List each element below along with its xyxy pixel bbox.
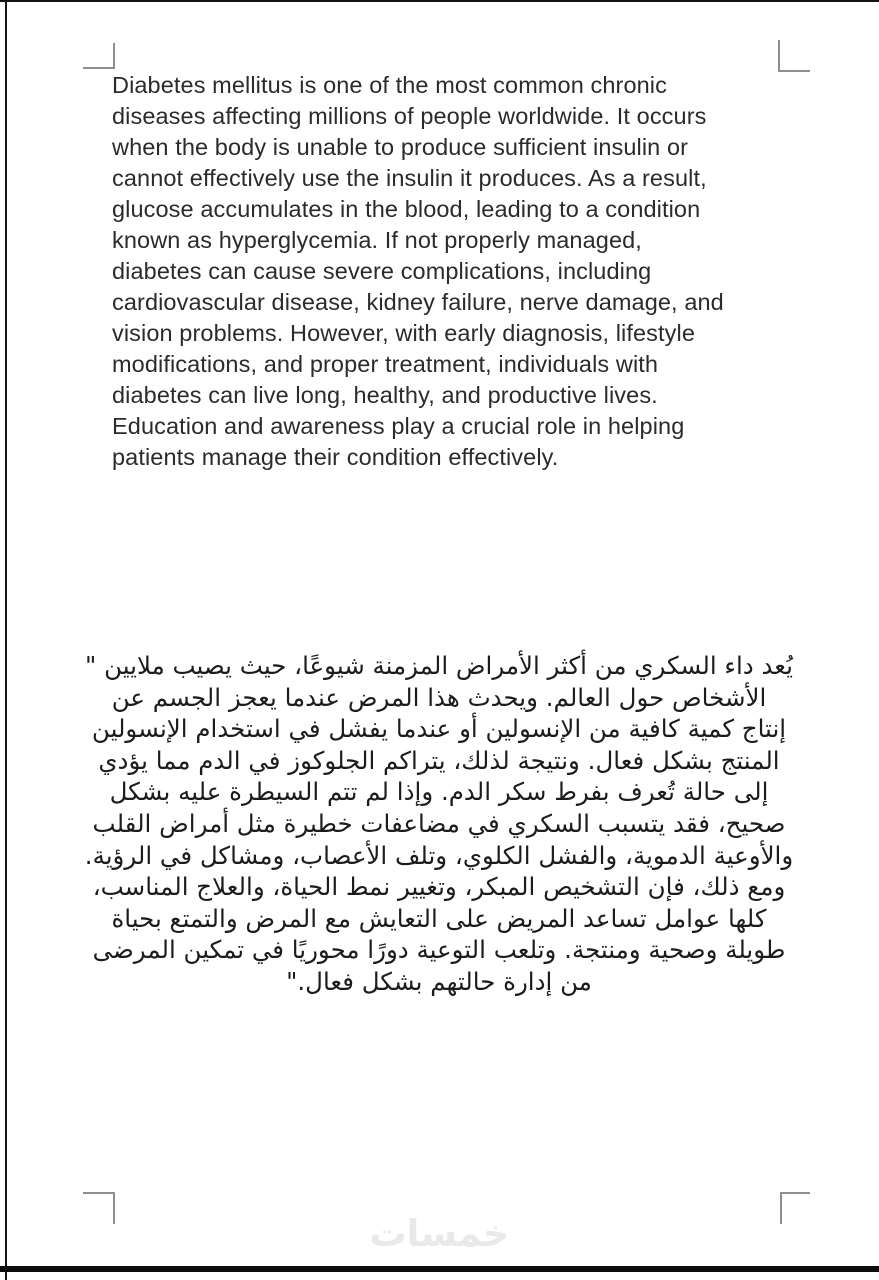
english-line: Diabetes mellitus is one of the most common chronic: [112, 72, 667, 98]
arabic-line: كلها عوامل تساعد المريض على التعايش مع المرض والتمتع بحياة: [111, 903, 767, 933]
arabic-line: إنتاج كمية كافية من الإنسولين أو عندما يفشل في استخدام الإنسولين: [91, 714, 787, 744]
english-line: cannot effectively use the insulin it produces. As a result,: [112, 165, 707, 191]
arabic-line: والأوعية الدموية، والفشل الكلوي، وتلف الأعصاب، ومشاكل في الرؤية.: [84, 840, 794, 870]
english-line: glucose accumulates in the blood, leading to a condition: [112, 196, 701, 222]
arabic-line: ومع ذلك، فإن التشخيص المبكر، وتغيير نمط الحياة، والعلاج المناسب،: [92, 872, 786, 902]
english-line: diabetes can cause severe complications, including: [112, 258, 652, 284]
arabic-line: الأشخاص حول العالم. ويحدث هذا المرض عندما يعجز الجسم عن: [111, 682, 767, 712]
khamsat-watermark-text: خمسات: [369, 1212, 510, 1255]
page-border-left: [5, 0, 7, 1280]
english-line: when the body is unable to produce sufficient insulin or: [112, 134, 689, 160]
arabic-line: من إدارة حالتهم بشكل فعال.": [286, 966, 592, 996]
page-border-top: [0, 0, 879, 2]
english-line: known as hyperglycemia. If not properly managed,: [112, 227, 642, 253]
crop-mark-top-right: [778, 40, 810, 72]
crop-mark-top-left: [83, 43, 115, 69]
english-line: cardiovascular disease, kidney failure, nerve damage, and: [112, 289, 724, 315]
arabic-line: إلى حالة تُعرف بفرط سكر الدم. وإذا لم تتم السيطرة عليه بشكل: [109, 777, 769, 807]
english-line: Education and awareness play a crucial role in helping: [112, 413, 685, 439]
english-line: diseases affecting millions of people worldwide. It occurs: [112, 103, 707, 129]
english-paragraph: [112, 70, 802, 473]
english-line: modifications, and proper treatment, individuals with: [112, 351, 659, 377]
english-line: patients manage their condition effectively.: [112, 444, 559, 470]
arabic-paragraph: [55, 650, 823, 998]
english-line: vision problems. However, with early diagnosis, lifestyle: [112, 320, 695, 346]
arabic-line: المنتج بشكل فعال. ونتيجة لذلك، يتراكم الجلوكوز في الدم مما يؤدي: [98, 745, 780, 775]
arabic-line: طويلة وصحية ومنتجة. وتلعب التوعية دورًا محوريًا في تمكين المرضى: [92, 935, 786, 965]
arabic-line: صحيح، فقد يتسبب السكري في مضاعفات خطيرة مثل أمراض القلب: [92, 808, 786, 838]
page-border-bottom: [0, 1266, 879, 1272]
arabic-line: يُعد داء السكري من أكثر الأمراض المزمنة شيوعًا، حيث يصيب ملايين ": [85, 651, 793, 680]
english-line: diabetes can live long, healthy, and productive lives.: [112, 382, 658, 408]
